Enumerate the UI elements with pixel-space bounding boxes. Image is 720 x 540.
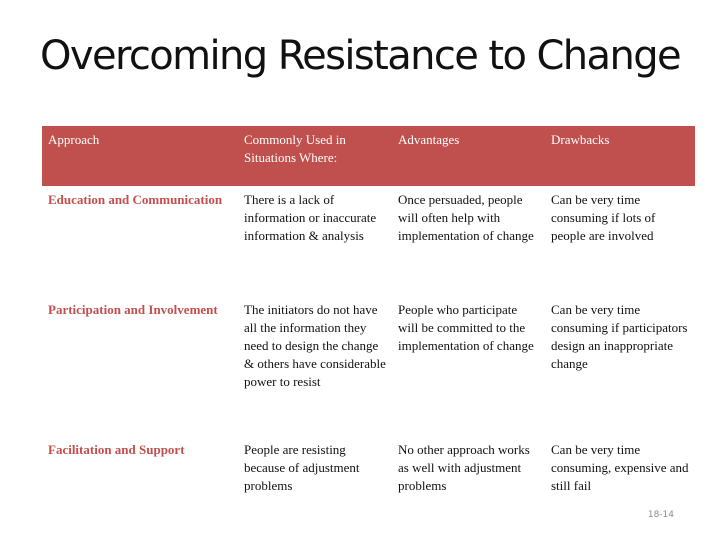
header-situations: Commonly Used in Situations Where:: [238, 126, 392, 186]
situations-cell: There is a lack of information or inaccurate information & analysis: [244, 192, 377, 243]
header-drawbacks: Drawbacks: [545, 126, 695, 186]
approach-cell: Education and Communication: [48, 192, 223, 207]
situations-cell: People are resisting because of adjustment problems: [244, 442, 360, 493]
situations-cell: The initiators do not have all the information they need to design the change & others have considerable power to resist: [244, 302, 386, 389]
slide-title: Overcoming Resistance to Change: [39, 33, 680, 79]
resistance-approaches-table: [42, 126, 695, 514]
advantages-cell: People who participate will be committed to the implementation of change: [398, 302, 534, 353]
drawbacks-cell: Can be very time consuming if participators design an inappropriate change: [551, 302, 688, 371]
table-header-row: [42, 126, 695, 186]
table-row: [42, 296, 695, 436]
slide-number: 18-14: [647, 510, 674, 520]
table-row: [42, 186, 695, 296]
advantages-cell: No other approach works as well with adjustment problems: [398, 442, 530, 493]
approach-cell: Participation and Involvement: [48, 302, 218, 317]
approach-cell: Facilitation and Support: [48, 442, 185, 457]
header-approach: Approach: [42, 126, 238, 186]
drawbacks-cell: Can be very time consuming if lots of people are involved: [551, 192, 656, 243]
drawbacks-cell: Can be very time consuming, expensive and still fail: [551, 442, 689, 493]
advantages-cell: Once persuaded, people will often help with implementation of change: [398, 192, 534, 243]
header-advantages: Advantages: [392, 126, 545, 186]
table-row: [42, 436, 695, 514]
